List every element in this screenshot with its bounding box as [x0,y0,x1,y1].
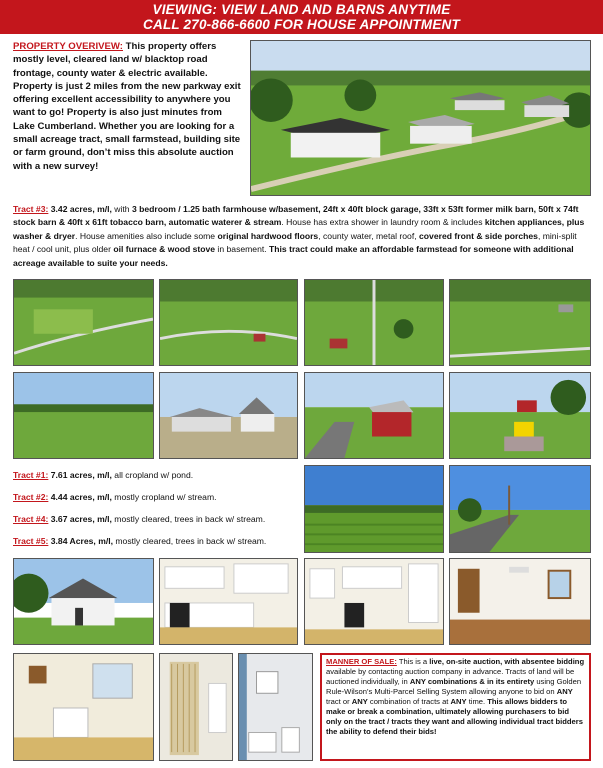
tract3-text: , county water, metal roof, [318,230,420,241]
farmhouse-photo [13,558,154,645]
tract-2-label: Tract #2: [13,492,49,502]
tract-5-acres: 3.84 Acres, m/l, [48,536,114,546]
cropland-photo [304,465,444,553]
tract3-text: with [111,204,132,214]
tract-4-acres: 3.67 acres, m/l, [48,514,112,524]
manner-summary: This allows bidders to make or break a combination, ultimately allowing purchasers to bid only on the tract / tracts they want and allowing individual tract bidders the ability to defend their bids! [326,697,583,736]
tract3-text: . House amenities also include some [75,230,218,241]
tract-4-line [13,514,265,525]
aerial-photo-4 [449,279,591,366]
tract-1-line [13,470,193,481]
tract-5-desc: mostly cleared, trees in back w/ stream. [113,536,267,546]
manner-text: using Golden Rule-Wilson’s Multi-Parcel Selling System allowing anyone to bid on [326,677,582,696]
header-viewing: VIEWING: VIEW LAND AND BARNS ANYTIME [152,2,451,17]
aerial-photo-1 [13,279,154,366]
tract-1-label: Tract #1: [13,470,49,480]
tract-5-label: Tract #5: [13,536,49,546]
aerial-farmstead-photo [250,40,591,196]
tract3-description [13,203,591,270]
tract3-floors: original hardwood floors [217,230,319,241]
tract3-acres: 3.42 acres, m/l, [48,204,112,214]
road-frontage-photo [449,465,591,553]
manner-text: available by contacting auction company in advance. Tracts of land will be auctioned individually, in [326,667,575,686]
manner-any: ANY [351,697,368,706]
kitchen-photo-1 [159,558,298,645]
aerial-photo-3 [304,279,444,366]
manner-of-sale [320,653,591,761]
tract3-text: , mini-split heat / cool unit, plus older [13,230,577,255]
manner-text: combination of tracts at [367,697,451,706]
bathroom-photo [238,653,313,761]
tract3-furnace: oil furnace & wood stove [113,244,216,255]
manner-text: time. [466,697,488,706]
tract3-porches: covered front & side porches [419,230,538,241]
tract3-text: . House has extra shower in laundry room & includes [281,217,485,228]
header-phone: CALL 270-866-6600 FOR HOUSE APPOINTMENT [143,17,460,32]
tract-2-desc: mostly cropland w/ stream. [111,492,217,502]
manner-live-auction: live, on-site auction, with absentee bidding [429,657,585,666]
laundry-room-photo [13,653,154,761]
manner-combinations: ANY combinations & in its entirety [409,677,535,686]
tract3-text: in basement. [215,244,270,255]
shower-photo [159,653,233,761]
tract3-summary: This tract could make an affordable farmstead for someone with additional acreage available to suite your needs. [13,244,574,268]
manner-any: ANY [556,687,573,696]
overview-text: This property offers mostly level, cleared land w/ blacktop road frontage, county water & electric available. Property is just 2 miles from the new parkway exit offering excellent accessibility to anywhere you want to go! Property is also just minutes from Lake Cumberland. Whether you are looking for a small acreage tract, small farmstead, building site or farm ground, don’t miss this absolute auction with a new survey! [13,41,241,172]
tract-1-acres: 7.61 acres, m/l, [48,470,112,480]
tract3-label: Tract #3: [13,204,49,214]
living-room-photo [449,558,591,645]
tract-4-label: Tract #4: [13,514,49,524]
manner-any: ANY [450,697,467,706]
overview-label: PROPERTY OVERIVEW: [13,41,123,52]
kitchen-photo-2 [304,558,444,645]
tract-2-line [13,492,217,503]
manner-text: tract or [326,697,352,706]
property-overview [13,40,246,173]
tract-4-desc: mostly cleared, trees in back w/ stream. [111,514,266,524]
tract-1-desc: all cropland w/ pond. [111,470,194,480]
field-photo [13,372,154,459]
manner-text: This is a [396,657,430,666]
tract-2-acres: 4.44 acres, m/l, [48,492,112,502]
barns-photo [159,372,298,459]
waterer-photo [449,372,591,459]
tract-5-line [13,536,266,547]
aerial-photo-2 [159,279,298,366]
tract3-buildings: 3 bedroom / 1.25 bath farmhouse w/basement, 24ft x 40ft block garage, 33ft x 53ft former milk barn, 50ft x 74ft stock barn & 40ft x 61ft tobacco barn, automatic waterer & stream [13,204,579,228]
tract3-appliances: kitchen appliances, plus washer & dryer [13,217,585,241]
header-banner [0,0,603,34]
red-barn-photo [304,372,444,459]
manner-label: MANNER OF SALE: [326,657,397,666]
